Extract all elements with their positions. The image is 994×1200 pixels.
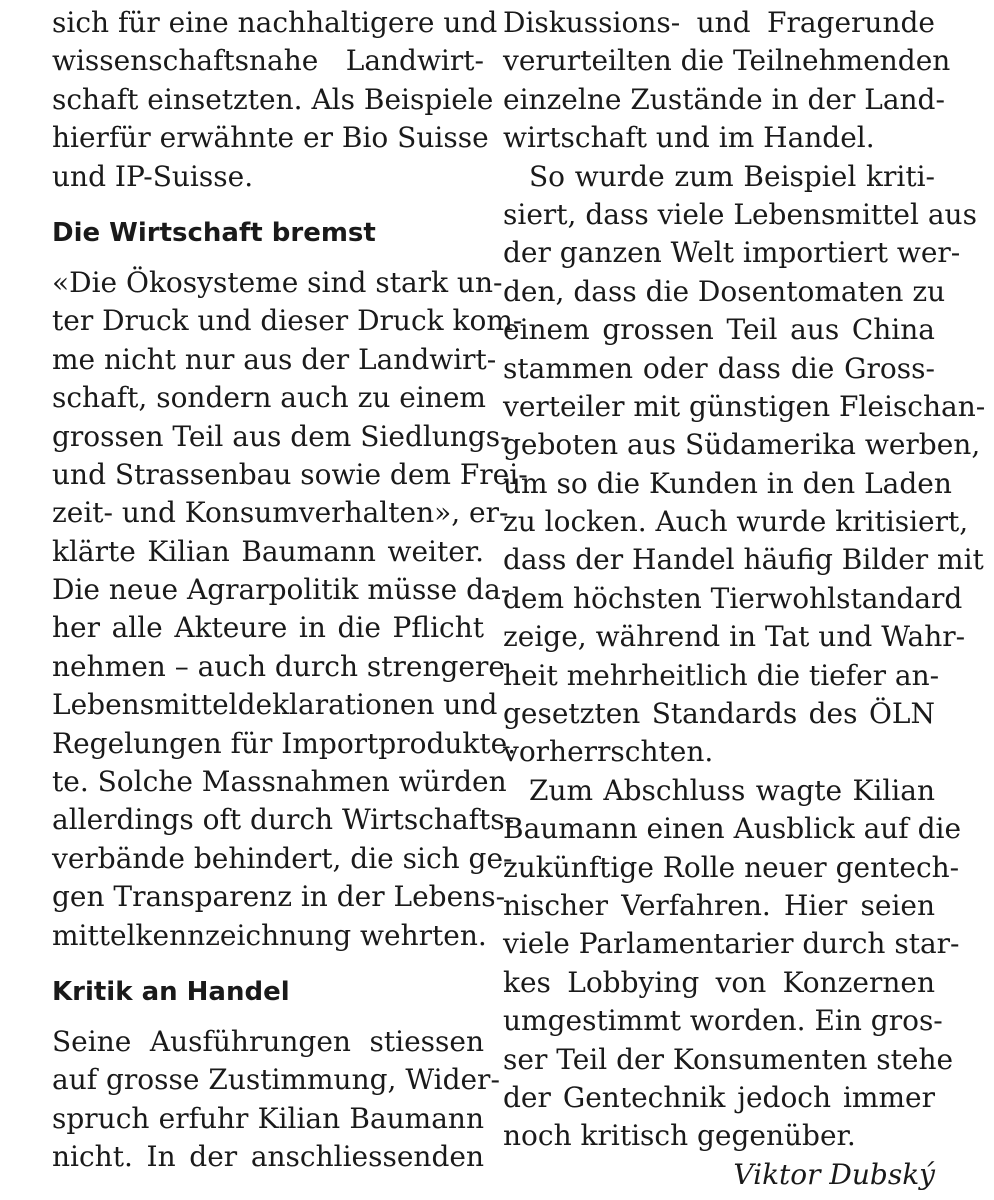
left-column — [52, 4, 528, 1177]
text-line: So wurde zum Beispiel kriti- — [529, 159, 935, 193]
text-line: grossen Teil aus dem Siedlungs- — [52, 419, 510, 453]
author-signature: Viktor Dubský — [733, 1157, 935, 1191]
spacer — [52, 252, 484, 264]
text-line: me nicht nur aus der Landwirt- — [52, 342, 497, 376]
spacer — [52, 955, 484, 973]
text-line: verurteilten die Teilnehmenden — [503, 44, 951, 78]
text-line: kes Lobbying von Konzernen — [503, 965, 935, 999]
text-line: und Strassenbau sowie dem Frei- — [52, 457, 528, 491]
text-line: stammen oder dass die Gross- — [503, 351, 935, 385]
text-line: umgestimmt worden. Ein gros- — [503, 1004, 943, 1038]
text-line: dem höchsten Tierwohlstandard — [503, 581, 963, 615]
section-heading-kritik: Kritik an Handel — [52, 976, 290, 1007]
text-line: Baumann einen Ausblick auf die — [503, 812, 962, 846]
text-line: gen Transparenz in der Lebens- — [52, 880, 506, 914]
section-heading-wirtschaft: Die Wirtschaft bremst — [52, 217, 376, 248]
text-line: Lebensmitteldeklarationen und — [52, 688, 498, 722]
text-line: viele Parlamentarier durch star- — [503, 927, 960, 961]
text-line: her alle Akteure in die Pflicht — [52, 611, 484, 645]
text-line: einem grossen Teil aus China — [503, 313, 935, 347]
text-line: Seine Ausführungen stiessen — [52, 1024, 484, 1058]
text-line: te. Solche Massnahmen würden — [52, 765, 507, 799]
text-line: um so die Kunden in den Laden — [503, 466, 952, 500]
text-line: zu locken. Auch wurde kritisiert, — [503, 505, 969, 539]
text-line: zeit- und Konsumverhalten», er- — [52, 496, 509, 530]
right-column — [503, 4, 986, 1194]
text-line: sich für eine nachhaltigere und — [52, 6, 498, 39]
spacer — [52, 1011, 484, 1023]
text-line: spruch erfuhr Kilian Baumann — [52, 1101, 484, 1135]
text-line: schaft einsetzten. Als Beispiele — [52, 82, 494, 116]
text-line: und IP-Suisse. — [52, 159, 254, 193]
text-line: verbände behindert, die sich ge- — [52, 841, 513, 875]
text-line: ser Teil der Konsumenten stehe — [503, 1042, 954, 1076]
text-line: mittelkennzeichnung wehrten. — [52, 918, 487, 952]
text-line: den, dass die Dosentomaten zu — [503, 274, 946, 308]
text-line: Zum Abschluss wagte Kilian — [529, 773, 935, 807]
text-line: Die neue Agrarpolitik müsse da- — [52, 573, 511, 607]
text-line: schaft, sondern auch zu einem — [52, 381, 486, 415]
text-line: allerdings oft durch Wirtschafts- — [52, 803, 515, 837]
text-line: Diskussions- und Fragerunde — [503, 6, 935, 39]
text-line: der ganzen Welt importiert wer- — [503, 236, 961, 270]
text-line: nehmen – auch durch strengere — [52, 649, 505, 683]
text-line: vorherrschten. — [503, 735, 714, 769]
text-line: nicht. In der anschliessenden — [52, 1140, 484, 1174]
text-line: klärte Kilian Baumann weiter. — [52, 534, 484, 568]
text-line: geboten aus Südamerika werben, — [503, 428, 981, 462]
text-line: hierfür erwähnte er Bio Suisse — [52, 121, 489, 155]
text-line: nischer Verfahren. Hier seien — [503, 888, 935, 922]
text-line: Regelungen für Importprodukte. — [52, 726, 517, 760]
text-line: auf grosse Zustimmung, Wider- — [52, 1063, 500, 1097]
text-line: gesetzten Standards des ÖLN — [503, 697, 935, 731]
text-line: wissenschaftsnahe Landwirt- — [52, 44, 484, 78]
text-line: zukünftige Rolle neuer gentech- — [503, 850, 960, 884]
text-line: «Die Ökosysteme sind stark un- — [52, 265, 503, 299]
text-line: einzelne Zustände in der Land- — [503, 82, 945, 116]
text-line: ter Druck und dieser Druck kom- — [52, 304, 523, 338]
text-line: siert, dass viele Lebensmittel aus — [503, 197, 977, 231]
text-line: verteiler mit günstigen Fleischan- — [503, 389, 986, 423]
text-line: wirtschaft und im Handel. — [503, 121, 875, 155]
text-line: noch kritisch gegenüber. — [503, 1119, 856, 1153]
text-line: dass der Handel häufig Bilder mit — [503, 543, 984, 577]
text-line: heit mehrheitlich die tiefer an- — [503, 658, 940, 692]
text-line: zeige, während in Tat und Wahr- — [503, 620, 966, 654]
text-line: der Gentechnik jedoch immer — [503, 1080, 935, 1114]
spacer — [52, 196, 484, 214]
